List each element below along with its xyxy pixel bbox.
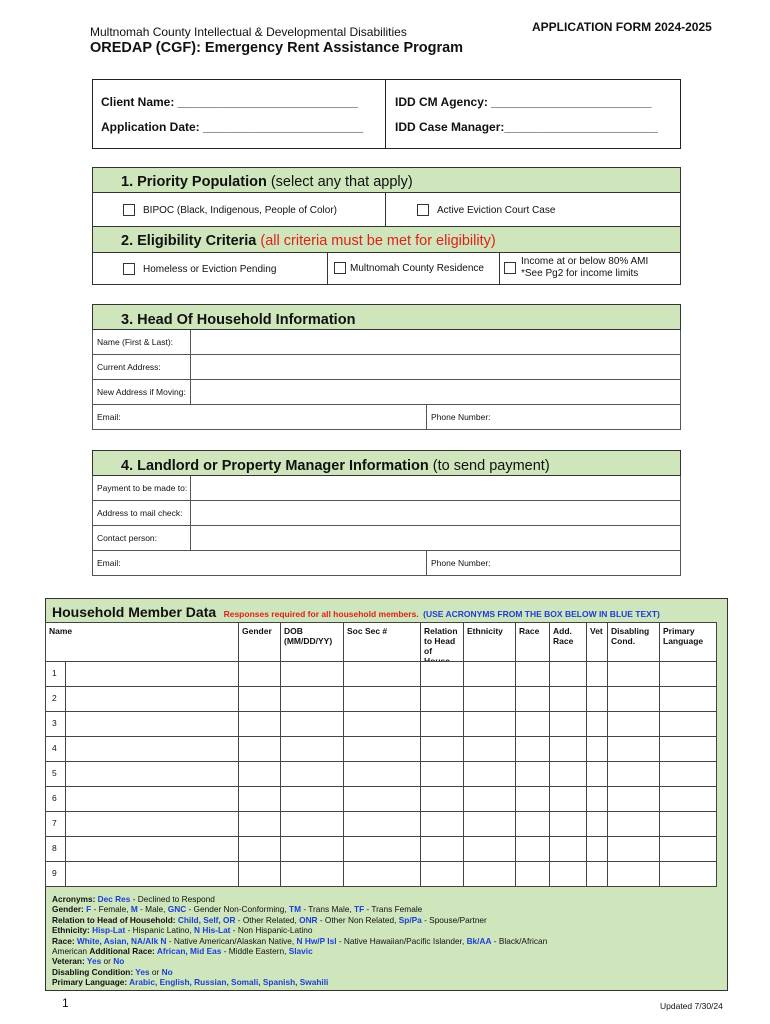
col-gender: Gender xyxy=(239,623,281,670)
household-cell[interactable] xyxy=(464,862,516,887)
hoh-address-label: Current Address: xyxy=(97,362,161,372)
household-cell[interactable] xyxy=(281,662,344,687)
household-cell[interactable] xyxy=(281,737,344,762)
client-box-divider xyxy=(385,80,386,148)
household-cell[interactable] xyxy=(281,762,344,787)
residence-label: Multnomah County Residence xyxy=(350,262,484,274)
idd-cm-agency-field[interactable]: IDD CM Agency: ________________________ xyxy=(395,95,652,109)
hoh-name-row[interactable] xyxy=(92,330,681,355)
household-row xyxy=(46,737,717,762)
idd-case-manager-field[interactable]: IDD Case Manager:_______________________ xyxy=(395,120,658,134)
household-cell[interactable] xyxy=(550,837,587,862)
household-cell[interactable] xyxy=(344,762,421,787)
landlord-email-row[interactable] xyxy=(92,551,681,576)
household-cell[interactable] xyxy=(421,787,464,812)
household-cell[interactable] xyxy=(608,737,660,762)
household-cell[interactable] xyxy=(587,737,608,762)
organization-name: Multnomah County Intellectual & Developmental Disabilities xyxy=(90,25,407,39)
hoh-email-row[interactable] xyxy=(92,405,681,430)
household-cell[interactable] xyxy=(66,787,239,812)
household-cell[interactable] xyxy=(239,737,281,762)
row-number: 8 xyxy=(46,837,66,862)
landlord-email-label: Email: xyxy=(97,558,121,568)
homeless-label: Homeless or Eviction Pending xyxy=(143,263,277,275)
household-cell[interactable] xyxy=(464,737,516,762)
household-cell[interactable] xyxy=(660,662,717,687)
household-cell[interactable] xyxy=(516,687,550,712)
household-cell[interactable] xyxy=(66,737,239,762)
household-cell[interactable] xyxy=(516,862,550,887)
hoh-phone-label: Phone Number: xyxy=(431,412,491,422)
household-cell[interactable] xyxy=(66,762,239,787)
household-cell[interactable] xyxy=(608,762,660,787)
section2-subtitle: (all criteria must be met for eligibility) xyxy=(256,233,496,249)
section4-title: 4. Landlord or Property Manager Information xyxy=(121,458,429,474)
household-row xyxy=(46,712,717,737)
household-cell[interactable] xyxy=(464,787,516,812)
section2-options xyxy=(92,253,681,285)
household-cell[interactable] xyxy=(344,837,421,862)
household-title: Household Member Data xyxy=(52,604,217,620)
household-cell[interactable] xyxy=(239,662,281,687)
household-cell[interactable] xyxy=(550,762,587,787)
section1-header xyxy=(92,167,681,193)
col-ssn: Soc Sec # xyxy=(344,623,421,670)
row-number: 4 xyxy=(46,737,66,762)
row-number: 6 xyxy=(46,787,66,812)
household-cell[interactable] xyxy=(421,862,464,887)
household-cell[interactable] xyxy=(281,687,344,712)
residence-checkbox[interactable] xyxy=(334,262,346,274)
household-row xyxy=(46,812,717,837)
household-cell[interactable] xyxy=(421,812,464,837)
household-cell[interactable] xyxy=(464,662,516,687)
col-dob: DOB (MM/DD/YY) xyxy=(281,623,344,670)
page-number: 1 xyxy=(62,996,69,1010)
section2-title: 2. Eligibility Criteria xyxy=(121,233,257,249)
hoh-email-label: Email: xyxy=(97,412,121,422)
household-cell[interactable] xyxy=(239,712,281,737)
contact-label: Contact person: xyxy=(97,533,158,543)
col-add-race: Add. Race xyxy=(550,623,587,670)
household-cell[interactable] xyxy=(587,837,608,862)
col-ethnicity: Ethnicity xyxy=(464,623,516,670)
household-cell[interactable] xyxy=(421,837,464,862)
hoh-new-address-label: New Address if Moving: xyxy=(97,387,186,397)
household-cell[interactable] xyxy=(660,737,717,762)
household-cell[interactable] xyxy=(464,712,516,737)
household-cell[interactable] xyxy=(608,662,660,687)
eviction-court-label: Active Eviction Court Case xyxy=(437,204,556,216)
household-cell[interactable] xyxy=(421,762,464,787)
updated-date: Updated 7/30/24 xyxy=(660,1001,723,1011)
section3-title: 3. Head Of Household Information xyxy=(121,312,356,328)
bipoc-checkbox[interactable] xyxy=(123,204,135,216)
household-acronyms-note: (USE ACRONYMS FROM THE BOX BELOW IN BLUE TEXT) xyxy=(423,609,660,619)
household-row xyxy=(46,762,717,787)
household-cell[interactable] xyxy=(421,687,464,712)
household-cell[interactable] xyxy=(608,712,660,737)
household-cell[interactable] xyxy=(550,737,587,762)
household-cell[interactable] xyxy=(587,812,608,837)
payment-label: Payment to be made to: xyxy=(97,483,188,493)
household-cell[interactable] xyxy=(464,812,516,837)
row-number: 3 xyxy=(46,712,66,737)
household-cell[interactable] xyxy=(239,862,281,887)
household-cell[interactable] xyxy=(344,687,421,712)
household-cell[interactable] xyxy=(550,687,587,712)
household-cell[interactable] xyxy=(608,812,660,837)
household-cell[interactable] xyxy=(516,787,550,812)
household-cell[interactable] xyxy=(516,762,550,787)
household-cell[interactable] xyxy=(281,837,344,862)
household-cell[interactable] xyxy=(516,737,550,762)
income-label-line2: *See Pg2 for income limits xyxy=(521,268,639,279)
household-cell[interactable] xyxy=(66,837,239,862)
household-cell[interactable] xyxy=(608,837,660,862)
row-number: 2 xyxy=(46,687,66,712)
household-cell[interactable] xyxy=(587,862,608,887)
household-cell[interactable] xyxy=(239,787,281,812)
household-cell[interactable] xyxy=(281,812,344,837)
household-cell[interactable] xyxy=(281,862,344,887)
section1-subtitle: (select any that apply) xyxy=(266,174,413,190)
household-cell[interactable] xyxy=(550,862,587,887)
household-cell[interactable] xyxy=(239,687,281,712)
household-cell[interactable] xyxy=(660,787,717,812)
household-cell[interactable] xyxy=(608,787,660,812)
household-cell[interactable] xyxy=(66,662,239,687)
col-vet: Vet xyxy=(587,623,608,670)
client-info-box xyxy=(92,79,681,149)
section4-subtitle: (to send payment) xyxy=(428,458,550,474)
section3-header xyxy=(92,304,681,330)
household-row xyxy=(46,687,717,712)
eviction-court-checkbox[interactable] xyxy=(417,204,429,216)
section4-header xyxy=(92,450,681,476)
hoh-new-address-row[interactable] xyxy=(92,380,681,405)
client-name-field[interactable]: Client Name: ___________________________ xyxy=(101,95,358,109)
household-cell[interactable] xyxy=(421,712,464,737)
household-cell[interactable] xyxy=(550,712,587,737)
household-cell[interactable] xyxy=(587,762,608,787)
household-cell[interactable] xyxy=(660,862,717,887)
mail-label: Address to mail check: xyxy=(97,508,183,518)
household-cell[interactable] xyxy=(587,787,608,812)
household-cell[interactable] xyxy=(516,837,550,862)
income-label-line1: Income at or below 80% AMI xyxy=(521,256,649,267)
col-race: Race xyxy=(516,623,550,670)
form-title: APPLICATION FORM 2024-2025 xyxy=(532,20,712,34)
section2-header xyxy=(92,227,681,253)
application-date-field[interactable]: Application Date: ________________________ xyxy=(101,120,364,134)
household-cell[interactable] xyxy=(550,812,587,837)
hoh-name-label: Name (First & Last): xyxy=(97,337,174,347)
household-cell[interactable] xyxy=(516,712,550,737)
household-row xyxy=(46,787,717,812)
household-cell[interactable] xyxy=(464,687,516,712)
household-cell[interactable] xyxy=(421,737,464,762)
row-number: 9 xyxy=(46,862,66,887)
row-number: 1 xyxy=(46,662,66,687)
household-row xyxy=(46,862,717,887)
household-cell[interactable] xyxy=(344,862,421,887)
household-cell[interactable] xyxy=(239,812,281,837)
section1-options xyxy=(92,193,681,227)
household-cell[interactable] xyxy=(344,812,421,837)
contact-row[interactable] xyxy=(92,526,681,551)
household-cell[interactable] xyxy=(550,787,587,812)
household-cell[interactable] xyxy=(550,662,587,687)
household-rows xyxy=(45,661,717,887)
household-cell[interactable] xyxy=(660,762,717,787)
household-cell[interactable] xyxy=(608,862,660,887)
row-number: 5 xyxy=(46,762,66,787)
bipoc-label: BIPOC (Black, Indigenous, People of Color) xyxy=(143,204,337,216)
payment-row[interactable] xyxy=(92,476,681,501)
col-name: Name xyxy=(46,623,239,670)
household-cell[interactable] xyxy=(66,712,239,737)
hoh-address-row[interactable] xyxy=(92,355,681,380)
household-cell[interactable] xyxy=(239,837,281,862)
household-cell[interactable] xyxy=(516,662,550,687)
household-cell[interactable] xyxy=(344,737,421,762)
household-cell[interactable] xyxy=(344,662,421,687)
household-cell[interactable] xyxy=(587,687,608,712)
household-cell[interactable] xyxy=(239,762,281,787)
col-disabling: Disabling Cond. xyxy=(608,623,660,670)
household-cell[interactable] xyxy=(281,712,344,737)
household-cell[interactable] xyxy=(344,787,421,812)
program-title: OREDAP (CGF): Emergency Rent Assistance Program xyxy=(90,40,464,56)
acronym-legend: Acronyms: Dec Res - Declined to Respond Gender: F - Female, M - Male, GNC - Gender Non-Conforming, TM - Trans Male, TF - Trans Female Relation to Head of Household: Child, Self, OR - Other Related, ONR - Other Non Related, Sp/Pa - Spouse/Partner Ethnicity: Hisp-Lat - Hispanic Latino, N His-Lat - Non Hispanic-Latino Race: White, Asian, NA/Alk N - Native American/Alaskan Native, N Hw/P Isl - Native Hawaiian/Pacific Islander, Bk/AA - Black/African American Additional Race: African, Mid Eas - Middle Eastern, Slavic Veteran: Yes or No Disabling Condition: Yes or No Primary Language: Arabic, English, Russian, Somali, Spanish, Swahili xyxy=(52,894,548,988)
income-checkbox[interactable] xyxy=(504,262,516,274)
household-cell[interactable] xyxy=(66,687,239,712)
household-cell[interactable] xyxy=(66,812,239,837)
household-cell[interactable] xyxy=(344,712,421,737)
homeless-checkbox[interactable] xyxy=(123,263,135,275)
household-cell[interactable] xyxy=(281,787,344,812)
household-cell[interactable] xyxy=(464,762,516,787)
household-row xyxy=(46,662,717,687)
household-cell[interactable] xyxy=(660,837,717,862)
landlord-phone-label: Phone Number: xyxy=(431,558,491,568)
household-cell[interactable] xyxy=(587,712,608,737)
household-cell[interactable] xyxy=(608,687,660,712)
row-number: 7 xyxy=(46,812,66,837)
household-required-note: Responses required for all household members. xyxy=(223,609,419,619)
col-language: Primary Language xyxy=(660,623,717,670)
mail-row[interactable] xyxy=(92,501,681,526)
household-cell[interactable] xyxy=(587,662,608,687)
household-cell[interactable] xyxy=(421,662,464,687)
household-row xyxy=(46,837,717,862)
col-relation: Relation to Head of xyxy=(421,623,464,670)
household-cell[interactable] xyxy=(660,712,717,737)
section1-title: 1. Priority Population xyxy=(121,174,267,190)
household-cell[interactable] xyxy=(660,812,717,837)
household-cell[interactable] xyxy=(66,862,239,887)
household-cell[interactable] xyxy=(464,837,516,862)
household-cell[interactable] xyxy=(660,687,717,712)
household-cell[interactable] xyxy=(516,812,550,837)
